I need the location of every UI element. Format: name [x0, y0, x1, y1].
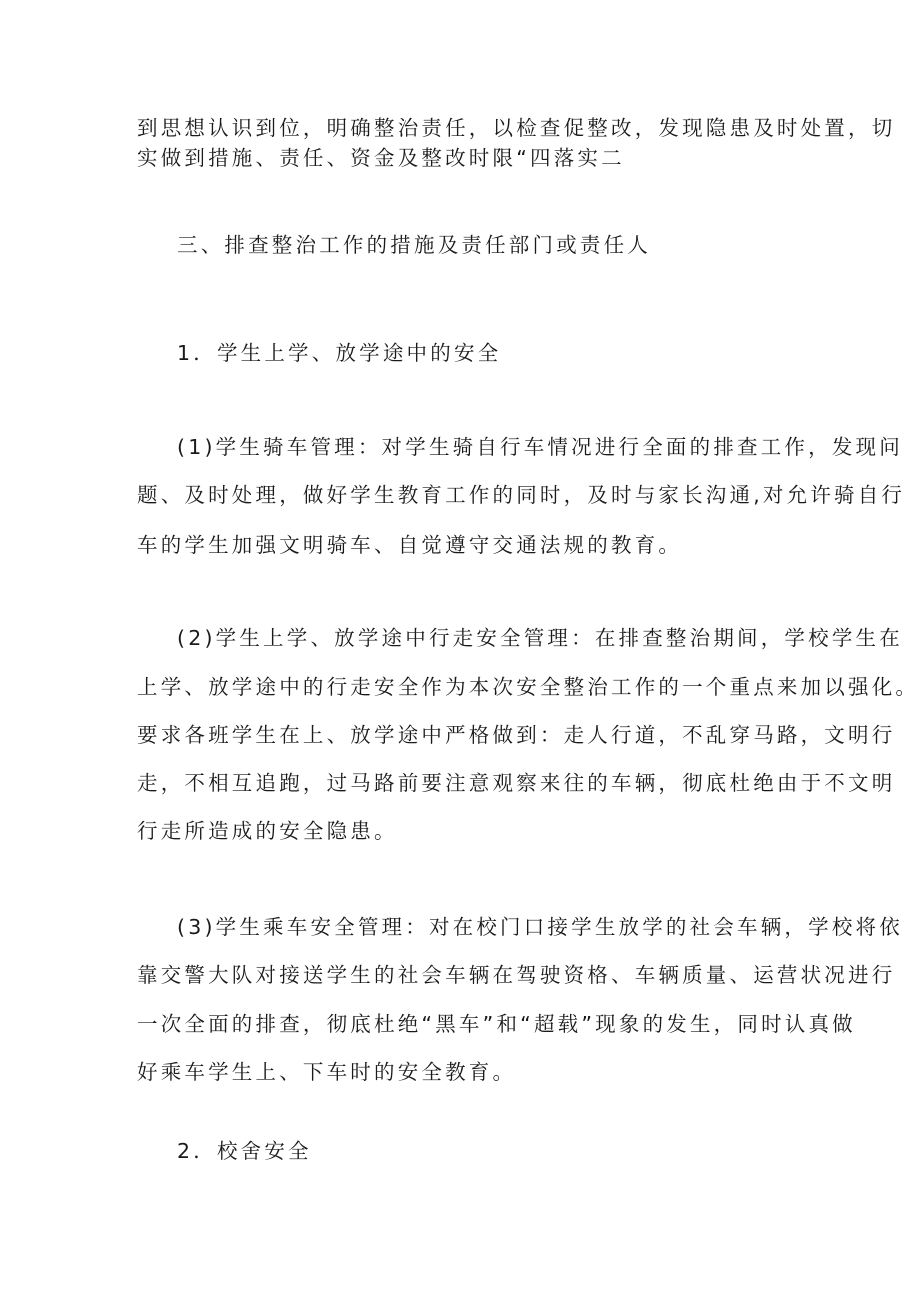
- text-line: 题、及时处理，做好学生教育工作的同时，及时与家长沟通,对允许骑自行: [137, 483, 906, 507]
- item-1-heading: 1．学生上学、放学途中的安全: [177, 341, 502, 365]
- text-line: 要求各班学生在上、放学途中严格做到：走人行道，不乱穿马路，文明行: [137, 723, 896, 747]
- section-heading: 三、排查整治工作的措施及责任部门或责任人: [177, 233, 651, 257]
- text-line: 行走所造成的安全隐患。: [137, 819, 398, 843]
- text-line: 靠交警大队对接送学生的社会车辆在驾驶资格、车辆质量、运营状况进行: [137, 963, 896, 987]
- text-line: 到思想认识到位，明确整治责任，以检查促整改，发现隐患及时处置，切: [137, 116, 896, 140]
- item-2-heading: 2．校舍安全: [177, 1139, 312, 1163]
- text-line: 车的学生加强文明骑车、自觉遵守交通法规的教育。: [137, 533, 683, 557]
- text-line: (2)学生上学、放学途中行走安全管理：在排查整治期间，学校学生在: [177, 626, 903, 650]
- text-line: 上学、放学途中的行走安全作为本次安全整治工作的一个重点来加以强化。: [137, 675, 920, 699]
- text-line: 好乘车学生上、下车时的安全教育。: [137, 1060, 517, 1084]
- text-line: (1)学生骑车管理：对学生骑自行车情况进行全面的排查工作，发现问: [177, 435, 903, 459]
- text-line: (3)学生乘车安全管理：对在校门口接学生放学的社会车辆，学校将依: [177, 915, 903, 939]
- text-line: 走，不相互追跑，过马路前要注意观察来往的车辆，彻底杜绝由于不文明: [137, 771, 896, 795]
- text-line: 一次全面的排查，彻底杜绝“黑车”和“超载”现象的发生，同时认真做: [137, 1012, 856, 1036]
- text-line: 实做到措施、责任、资金及整改时限“四落实二: [137, 146, 625, 170]
